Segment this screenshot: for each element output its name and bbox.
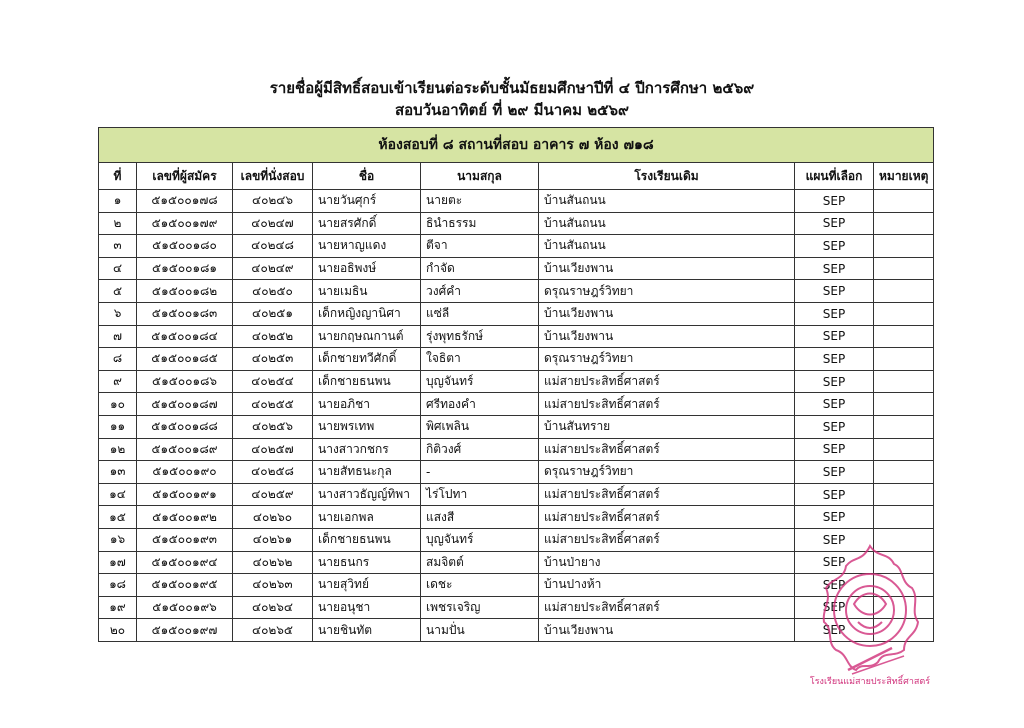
row-no: ๑ (99, 190, 137, 213)
row-last-name: บุญจันทร์ (421, 528, 539, 551)
row-seat-no: ๔๐๒๖๑ (233, 528, 313, 551)
row-no: ๒๐ (99, 619, 137, 642)
row-first-name: นายธนกร (313, 551, 421, 574)
row-previous-school: บ้านปางห้า (539, 574, 795, 597)
row-seat-no: ๔๐๒๕๙ (233, 483, 313, 506)
row-applicant-id: ๕๑๕๐๐๑๗๙ (137, 212, 233, 235)
row-seat-no: ๔๐๒๔๗ (233, 212, 313, 235)
header-program: แผนที่เลือก (795, 163, 874, 190)
row-last-name: แซ่ลี (421, 302, 539, 325)
row-applicant-id: ๕๑๕๐๐๑๗๘ (137, 190, 233, 213)
row-first-name: นายชินทัต (313, 619, 421, 642)
row-previous-school: แม่สายประสิทธิ์ศาสตร์ (539, 370, 795, 393)
row-last-name: แสงสี (421, 506, 539, 529)
row-remark (874, 438, 934, 461)
row-no: ๘ (99, 348, 137, 371)
row-first-name: นายพรเทพ (313, 415, 421, 438)
row-no: ๑๐ (99, 393, 137, 416)
table-row (99, 190, 934, 213)
row-seat-no: ๔๐๒๕๔ (233, 370, 313, 393)
row-no: ๑๓ (99, 461, 137, 484)
row-program: SEP (795, 438, 874, 461)
row-program: SEP (795, 190, 874, 213)
row-last-name: ศรีทองคำ (421, 393, 539, 416)
row-seat-no: ๔๐๒๖๓ (233, 574, 313, 597)
row-program: SEP (795, 348, 874, 371)
row-first-name: นายอภิชา (313, 393, 421, 416)
row-program: SEP (795, 483, 874, 506)
row-no: ๔ (99, 257, 137, 280)
row-last-name: ใจธิตา (421, 348, 539, 371)
row-previous-school: แม่สายประสิทธิ์ศาสตร์ (539, 506, 795, 529)
row-applicant-id: ๕๑๕๐๐๑๙๐ (137, 461, 233, 484)
row-last-name: - (421, 461, 539, 484)
table-row (99, 415, 934, 438)
row-program: SEP (795, 280, 874, 303)
row-first-name: นายอนุชา (313, 596, 421, 619)
header-seat-no: เลขที่นั่งสอบ (233, 163, 313, 190)
row-applicant-id: ๕๑๕๐๐๑๙๕ (137, 574, 233, 597)
row-remark (874, 506, 934, 529)
header-last-name: นามสกุล (421, 163, 539, 190)
school-seal-stamp (808, 538, 932, 688)
row-previous-school: บ้านเวียงพาน (539, 619, 795, 642)
row-previous-school: แม่สายประสิทธิ์ศาสตร์ (539, 528, 795, 551)
table-row (99, 325, 934, 348)
row-no: ๑๘ (99, 574, 137, 597)
row-remark (874, 325, 934, 348)
row-first-name: นายเมธิน (313, 280, 421, 303)
row-previous-school: แม่สายประสิทธิ์ศาสตร์ (539, 438, 795, 461)
row-program: SEP (795, 619, 874, 642)
row-applicant-id: ๕๑๕๐๐๑๘๕ (137, 348, 233, 371)
row-no: ๑๕ (99, 506, 137, 529)
row-first-name: นางสาวธัญญ์ทิพา (313, 483, 421, 506)
row-remark (874, 235, 934, 258)
row-remark (874, 212, 934, 235)
row-no: ๑๗ (99, 551, 137, 574)
row-seat-no: ๔๐๒๔๙ (233, 257, 313, 280)
row-previous-school: ดรุณราษฎร์วิทยา (539, 461, 795, 484)
row-remark (874, 190, 934, 213)
row-seat-no: ๔๐๒๕๑ (233, 302, 313, 325)
row-remark (874, 280, 934, 303)
table-row (99, 302, 934, 325)
row-previous-school: บ้านสันถนน (539, 212, 795, 235)
row-first-name: นายกฤษณกานต์ (313, 325, 421, 348)
row-previous-school: บ้านสันถนน (539, 190, 795, 213)
row-remark (874, 257, 934, 280)
row-applicant-id: ๕๑๕๐๐๑๘๖ (137, 370, 233, 393)
row-last-name: กำจัด (421, 257, 539, 280)
row-seat-no: ๔๐๒๔๘ (233, 235, 313, 258)
row-applicant-id: ๕๑๕๐๐๑๘๘ (137, 415, 233, 438)
row-remark (874, 415, 934, 438)
row-remark (874, 348, 934, 371)
row-remark (874, 370, 934, 393)
row-no: ๑๒ (99, 438, 137, 461)
row-seat-no: ๔๐๒๖๒ (233, 551, 313, 574)
header-no: ที่ (99, 163, 137, 190)
row-previous-school: บ้านสันถนน (539, 235, 795, 258)
table-row (99, 235, 934, 258)
row-previous-school: ดรุณราษฎร์วิทยา (539, 348, 795, 371)
row-program: SEP (795, 212, 874, 235)
row-previous-school: บ้านเวียงพาน (539, 302, 795, 325)
row-previous-school: ดรุณราษฎร์วิทยา (539, 280, 795, 303)
row-applicant-id: ๕๑๕๐๐๑๘๒ (137, 280, 233, 303)
row-last-name: พิศเพลิน (421, 415, 539, 438)
row-first-name: นางสาวกชกร (313, 438, 421, 461)
row-program: SEP (795, 370, 874, 393)
table-row (99, 506, 934, 529)
row-applicant-id: ๕๑๕๐๐๑๙๗ (137, 619, 233, 642)
page-subtitle: สอบวันอาทิตย์ ที่ ๒๙ มีนาคม ๒๕๖๙ (394, 101, 630, 119)
row-last-name: บุญจันทร์ (421, 370, 539, 393)
row-remark (874, 302, 934, 325)
row-previous-school: บ้านป่ายาง (539, 551, 795, 574)
table-row (99, 393, 934, 416)
table-row (99, 257, 934, 280)
row-last-name: กิติวงศ์ (421, 438, 539, 461)
row-first-name: นายวันศุกร์ (313, 190, 421, 213)
row-applicant-id: ๕๑๕๐๐๑๙๔ (137, 551, 233, 574)
row-previous-school: บ้านสันทราย (539, 415, 795, 438)
row-program: SEP (795, 574, 874, 597)
table-row (99, 348, 934, 371)
table-row (99, 370, 934, 393)
row-seat-no: ๔๐๒๕๒ (233, 325, 313, 348)
row-applicant-id: ๕๑๕๐๐๑๘๐ (137, 235, 233, 258)
row-applicant-id: ๕๑๕๐๐๑๙๑ (137, 483, 233, 506)
row-first-name: เด็กชายทวีศักดิ์ (313, 348, 421, 371)
row-previous-school: แม่สายประสิทธิ์ศาสตร์ (539, 596, 795, 619)
seal-text: โรงเรียนแม่สายประสิทธิ์ศาสตร์ (809, 677, 931, 687)
row-last-name: ไร่โปทา (421, 483, 539, 506)
row-last-name: วงศ์คำ (421, 280, 539, 303)
row-previous-school: บ้านเวียงพาน (539, 257, 795, 280)
row-first-name: เด็กชายธนพน (313, 528, 421, 551)
row-program: SEP (795, 596, 874, 619)
row-program: SEP (795, 257, 874, 280)
row-no: ๑๖ (99, 528, 137, 551)
row-previous-school: บ้านเวียงพาน (539, 325, 795, 348)
room-banner: ห้องสอบที่ ๘ สถานที่สอบ อาคาร ๗ ห้อง ๗๑๘ (99, 128, 934, 163)
row-no: ๖ (99, 302, 137, 325)
row-program: SEP (795, 528, 874, 551)
row-program: SEP (795, 325, 874, 348)
table-row (99, 438, 934, 461)
row-no: ๑๑ (99, 415, 137, 438)
row-seat-no: ๔๐๒๕๖ (233, 415, 313, 438)
row-program: SEP (795, 461, 874, 484)
row-first-name: นายสัทธนะกุล (313, 461, 421, 484)
row-remark (874, 483, 934, 506)
header-remark: หมายเหตุ (874, 163, 934, 190)
row-seat-no: ๔๐๒๕๓ (233, 348, 313, 371)
row-previous-school: แม่สายประสิทธิ์ศาสตร์ (539, 393, 795, 416)
row-seat-no: ๔๐๒๖๔ (233, 596, 313, 619)
row-applicant-id: ๕๑๕๐๐๑๙๓ (137, 528, 233, 551)
row-first-name: เด็กหญิงญานิศา (313, 302, 421, 325)
row-applicant-id: ๕๑๕๐๐๑๙๒ (137, 506, 233, 529)
row-last-name: สมจิตต์ (421, 551, 539, 574)
row-program: SEP (795, 235, 874, 258)
room-banner-row (99, 128, 934, 163)
row-program: SEP (795, 415, 874, 438)
row-program: SEP (795, 506, 874, 529)
row-no: ๒ (99, 212, 137, 235)
row-program: SEP (795, 393, 874, 416)
row-program: SEP (795, 551, 874, 574)
row-no: ๓ (99, 235, 137, 258)
row-seat-no: ๔๐๒๕๘ (233, 461, 313, 484)
row-last-name: เดชะ (421, 574, 539, 597)
header-applicant-id: เลขที่ผู้สมัคร (137, 163, 233, 190)
row-remark (874, 393, 934, 416)
row-no: ๙ (99, 370, 137, 393)
row-no: ๗ (99, 325, 137, 348)
table-row (99, 461, 934, 484)
row-applicant-id: ๕๑๕๐๐๑๘๙ (137, 438, 233, 461)
row-seat-no: ๔๐๒๔๖ (233, 190, 313, 213)
table-header-row (99, 163, 934, 190)
row-first-name: เด็กชายธนพน (313, 370, 421, 393)
row-last-name: เพชรเจริญ (421, 596, 539, 619)
row-applicant-id: ๕๑๕๐๐๑๙๖ (137, 596, 233, 619)
row-applicant-id: ๕๑๕๐๐๑๘๓ (137, 302, 233, 325)
row-first-name: นายเอกพล (313, 506, 421, 529)
row-first-name: นายสุวิทย์ (313, 574, 421, 597)
row-applicant-id: ๕๑๕๐๐๑๘๗ (137, 393, 233, 416)
row-no: ๑๙ (99, 596, 137, 619)
row-last-name: ตีจา (421, 235, 539, 258)
table-row (99, 483, 934, 506)
row-no: ๕ (99, 280, 137, 303)
row-last-name: ธินำธรรม (421, 212, 539, 235)
header-previous-school: โรงเรียนเดิม (539, 163, 795, 190)
row-seat-no: ๔๐๒๖๐ (233, 506, 313, 529)
page-title: รายชื่อผู้มีสิทธิ์สอบเข้าเรียนต่อระดับชั้นมัธยมศึกษาปีที่ ๔ ปีการศึกษา ๒๕๖๙ (269, 79, 755, 97)
row-last-name: นามปั่น (421, 619, 539, 642)
row-no: ๑๔ (99, 483, 137, 506)
row-program: SEP (795, 302, 874, 325)
row-applicant-id: ๕๑๕๐๐๑๘๑ (137, 257, 233, 280)
table-row (99, 212, 934, 235)
row-seat-no: ๔๐๒๖๕ (233, 619, 313, 642)
row-first-name: นายอธิพงษ์ (313, 257, 421, 280)
row-first-name: นายสรศักดิ์ (313, 212, 421, 235)
row-previous-school: แม่สายประสิทธิ์ศาสตร์ (539, 483, 795, 506)
row-seat-no: ๔๐๒๕๕ (233, 393, 313, 416)
row-remark (874, 461, 934, 484)
header-first-name: ชื่อ (313, 163, 421, 190)
row-seat-no: ๔๐๒๕๐ (233, 280, 313, 303)
row-applicant-id: ๕๑๕๐๐๑๘๔ (137, 325, 233, 348)
row-seat-no: ๔๐๒๕๗ (233, 438, 313, 461)
row-last-name: นายตะ (421, 190, 539, 213)
row-first-name: นายหาญแดง (313, 235, 421, 258)
row-last-name: รุ่งพุทธรักษ์ (421, 325, 539, 348)
table-row (99, 280, 934, 303)
